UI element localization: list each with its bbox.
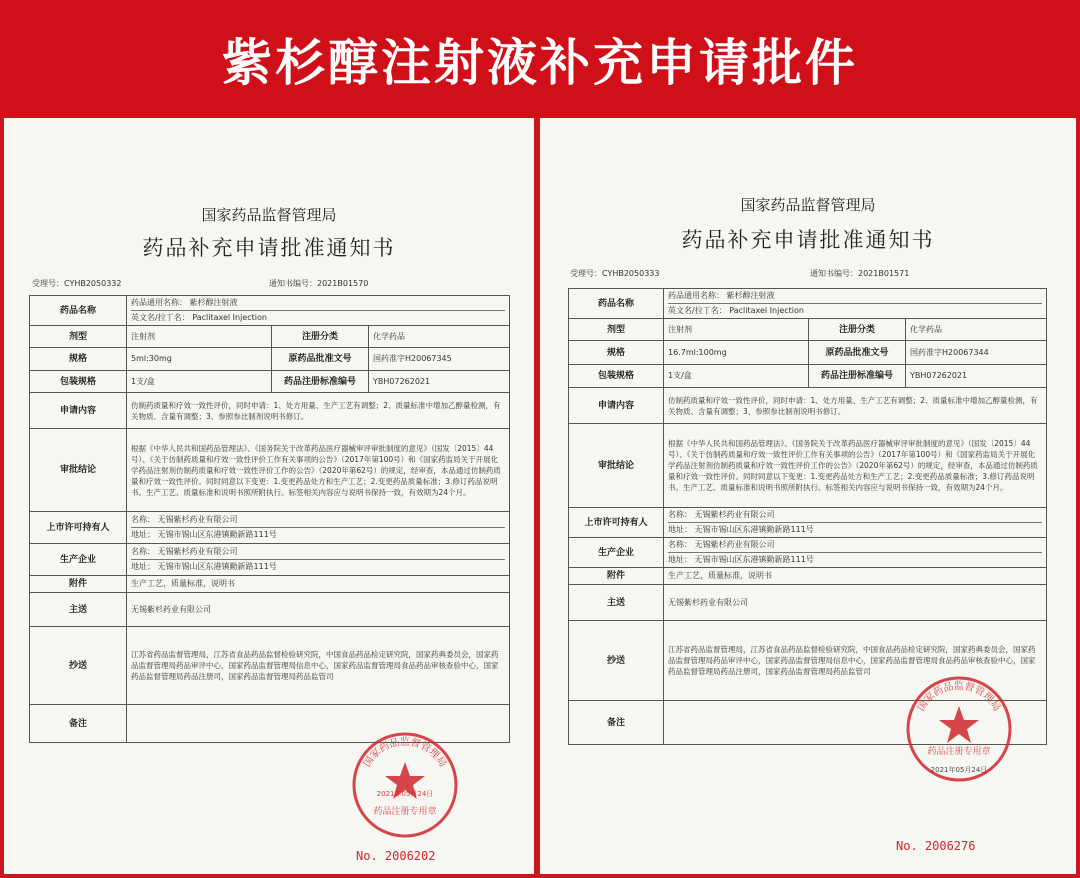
acceptance-number: 受理号：CYHB2050332 bbox=[32, 279, 122, 288]
holder-value: 名称： 无锡紫杉药业有限公司 地址： 无锡市锡山区东港镇勤新路111号 bbox=[127, 512, 510, 544]
dosage-label: 剂型 bbox=[30, 326, 127, 348]
conclusion-value: 根据《中华人民共和国药品管理法》、《国务院关于改革药品医疗器械审评审批制度的意见》（国发〔2015〕44号）、《关于仿制药质量和疗效一致性评价工作有关事项的公告》（2017年第100号）和《国家药监局关于开展化学药品注射剂仿制药质量和疗效一致性评价工作的公告》（2020年第62号）的规定，经审查，本品通过仿制药质量和疗效一致性评价。同时同意以下变更：1.变更药品处方和生产工艺；2.变更药品质量标准；3.修订药品说明书。生产工艺、质量标准和说明书照所附执行。标签相关内容应与说明书保持一致，有效期为24个月。 bbox=[664, 424, 1047, 508]
reg-class-label: 注册分类 bbox=[809, 319, 906, 341]
notice-number: 通知书编号：2021B01570 bbox=[269, 279, 369, 288]
notice-title: 药品补充申请批准通知书 bbox=[142, 236, 396, 260]
table-row bbox=[30, 544, 510, 576]
drug-name-value: 药品通用名称： 紫杉醇注射液 英文名/拉丁名： Paclitaxel Injection bbox=[664, 289, 1047, 319]
table-row bbox=[569, 508, 1047, 538]
seal-org-text: 国家药品监督管理局 bbox=[361, 737, 449, 770]
table-row bbox=[30, 627, 510, 705]
std-no-label: 药品注册标准编号 bbox=[809, 365, 906, 388]
remark-label: 备注 bbox=[30, 705, 127, 743]
spec-label: 规格 bbox=[569, 341, 664, 365]
agency-name: 国家药品监督管理局 bbox=[201, 206, 337, 224]
table-row bbox=[569, 289, 1047, 319]
conclusion-label: 审批结论 bbox=[30, 429, 127, 512]
std-no-value: YBH07262021 bbox=[906, 365, 1047, 388]
attach-value: 生产工艺，质量标准，说明书 bbox=[664, 568, 1047, 585]
holder-label: 上市许可持有人 bbox=[30, 512, 127, 544]
spec-value: 16.7ml:100mg bbox=[664, 341, 809, 365]
table-row bbox=[30, 512, 510, 544]
cc-label: 抄送 bbox=[30, 627, 127, 705]
seal-name: 药品注册专用章 bbox=[373, 807, 437, 817]
content-value: 仿制药质量和疗效一致性评价，同时申请：1、处方用量、生产工艺有调整；2、质量标准中增加乙醇量检测，有关物质、含量有调整；3、参照参比制剂说明书修订。 bbox=[664, 388, 1047, 424]
spec-value: 5ml:30mg bbox=[127, 348, 272, 371]
drug-name-label: 药品名称 bbox=[30, 296, 127, 326]
table-row bbox=[569, 319, 1047, 341]
official-seal bbox=[350, 730, 460, 840]
table-row bbox=[30, 393, 510, 429]
notice-number: 通知书编号：2021B01571 bbox=[810, 269, 910, 278]
package-label: 包装规格 bbox=[30, 371, 127, 393]
maker-label: 生产企业 bbox=[569, 538, 664, 568]
content-label: 申请内容 bbox=[30, 393, 127, 429]
official-seal bbox=[904, 674, 1014, 784]
attach-value: 生产工艺，质量标准，说明书 bbox=[127, 576, 510, 593]
table-row bbox=[30, 429, 510, 512]
table-row bbox=[569, 585, 1047, 621]
seal-date: 2021年05月24日 bbox=[930, 766, 988, 774]
seal-org-text: 国家药品监督管理局 bbox=[915, 681, 1003, 714]
attach-label: 附件 bbox=[569, 568, 664, 585]
attach-label: 附件 bbox=[30, 576, 127, 593]
holder-value: 名称： 无锡紫杉药业有限公司 地址： 无锡市锡山区东港镇勤新路111号 bbox=[664, 508, 1047, 538]
table-row bbox=[30, 576, 510, 593]
table-row bbox=[569, 341, 1047, 365]
table-row bbox=[569, 568, 1047, 585]
reg-class-label: 注册分类 bbox=[272, 326, 369, 348]
cc-value: 江苏省药品监督管理局，江苏省食品药品监督检验研究院，中国食品药品检定研究院，国家药典委员会，国家药品监督管理局药品审评中心，国家药品监督管理局信息中心，国家药品监督管理局食品药品审核查验中心，国家药品监督管理局药品注册司，国家药品监督管理局药品监管司 bbox=[127, 627, 510, 705]
content-value: 仿制药质量和疗效一致性评价，同时申请：1、处方用量、生产工艺有调整；2、质量标准中增加乙醇量检测，有关物质、含量有调整；3、参照参比制剂说明书修订。 bbox=[127, 393, 510, 429]
reg-class-value: 化学药品 bbox=[369, 326, 510, 348]
table-row bbox=[569, 538, 1047, 568]
dosage-label: 剂型 bbox=[569, 319, 664, 341]
holder-label: 上市许可持有人 bbox=[569, 508, 664, 538]
notice-title: 药品补充申请批准通知书 bbox=[681, 228, 935, 252]
table-row bbox=[30, 593, 510, 627]
serial-number: No. 2006276 bbox=[896, 839, 976, 853]
conclusion-value: 根据《中华人民共和国药品管理法》、《国务院关于改革药品医疗器械审评审批制度的意见》（国发〔2015〕44号）、《关于仿制药质量和疗效一致性评价工作有关事项的公告》（2017年第100号）和《国家药监局关于开展化学药品注射剂仿制药质量和疗效一致性评价工作的公告》（2020年第62号）的规定，经审查，本品通过仿制药质量和疗效一致性评价。同时同意以下变更：1.变更药品处方和生产工艺；2.变更药品质量标准；3.修订药品说明书。生产工艺、质量标准和说明书照所附执行。标签相关内容应与说明书保持一致，有效期为24个月。 bbox=[127, 429, 510, 512]
seal-name: 药品注册专用章 bbox=[927, 747, 991, 757]
seal-star-icon bbox=[939, 706, 979, 743]
maker-value: 名称： 无锡紫杉药业有限公司 地址： 无锡市锡山区东港镇勤新路111号 bbox=[127, 544, 510, 576]
to-value: 无锡紫杉药业有限公司 bbox=[664, 585, 1047, 621]
dosage-value: 注射剂 bbox=[127, 326, 272, 348]
drug-name-value: 药品通用名称： 紫杉醇注射液 英文名/拉丁名： Paclitaxel Injection bbox=[127, 296, 510, 326]
table-row bbox=[30, 296, 510, 326]
package-value: 1支/盒 bbox=[664, 365, 809, 388]
dosage-value: 注射剂 bbox=[664, 319, 809, 341]
table-row bbox=[569, 424, 1047, 508]
spec-label: 规格 bbox=[30, 348, 127, 371]
banner bbox=[0, 0, 1080, 118]
to-label: 主送 bbox=[569, 585, 664, 621]
std-no-label: 药品注册标准编号 bbox=[272, 371, 369, 393]
approval-no-value: 国药准字H20067345 bbox=[369, 348, 510, 371]
reg-class-value: 化学药品 bbox=[906, 319, 1047, 341]
acceptance-number: 受理号：CYHB2050333 bbox=[570, 269, 660, 278]
remark-label: 备注 bbox=[569, 701, 664, 745]
maker-label: 生产企业 bbox=[30, 544, 127, 576]
cc-value: 江苏省药品监督管理局，江苏省食品药品监督检验研究院，中国食品药品检定研究院，国家药典委员会，国家药品监督管理局药品审评中心，国家药品监督管理局信息中心，国家药品监督管理局食品药品审核查验中心，国家药品监督管理局药品注册司，国家药品监督管理局药品监管司 bbox=[664, 621, 1047, 701]
notice-table bbox=[29, 295, 510, 743]
table-row bbox=[569, 365, 1047, 388]
approval-no-value: 国药准字H20067344 bbox=[906, 341, 1047, 365]
package-label: 包装规格 bbox=[569, 365, 664, 388]
approval-no-label: 原药品批准文号 bbox=[809, 341, 906, 365]
package-value: 1支/盒 bbox=[127, 371, 272, 393]
cc-label: 抄送 bbox=[569, 621, 664, 701]
banner-title: 紫杉醇注射液补充申请批件 bbox=[222, 34, 858, 92]
agency-name: 国家药品监督管理局 bbox=[740, 196, 876, 214]
table-row bbox=[30, 326, 510, 348]
to-label: 主送 bbox=[30, 593, 127, 627]
content-label: 申请内容 bbox=[569, 388, 664, 424]
approval-no-label: 原药品批准文号 bbox=[272, 348, 369, 371]
seal-date: 2021年05月24日 bbox=[376, 790, 434, 798]
to-value: 无锡紫杉药业有限公司 bbox=[127, 593, 510, 627]
maker-value: 名称： 无锡紫杉药业有限公司 地址： 无锡市锡山区东港镇勤新路111号 bbox=[664, 538, 1047, 568]
conclusion-label: 审批结论 bbox=[569, 424, 664, 508]
drug-name-label: 药品名称 bbox=[569, 289, 664, 319]
table-row bbox=[30, 371, 510, 393]
approval-notice-right bbox=[540, 118, 1076, 874]
std-no-value: YBH07262021 bbox=[369, 371, 510, 393]
serial-number: No. 2006202 bbox=[356, 849, 436, 863]
approval-notice-left bbox=[4, 118, 534, 874]
table-row bbox=[30, 348, 510, 371]
table-row bbox=[569, 388, 1047, 424]
